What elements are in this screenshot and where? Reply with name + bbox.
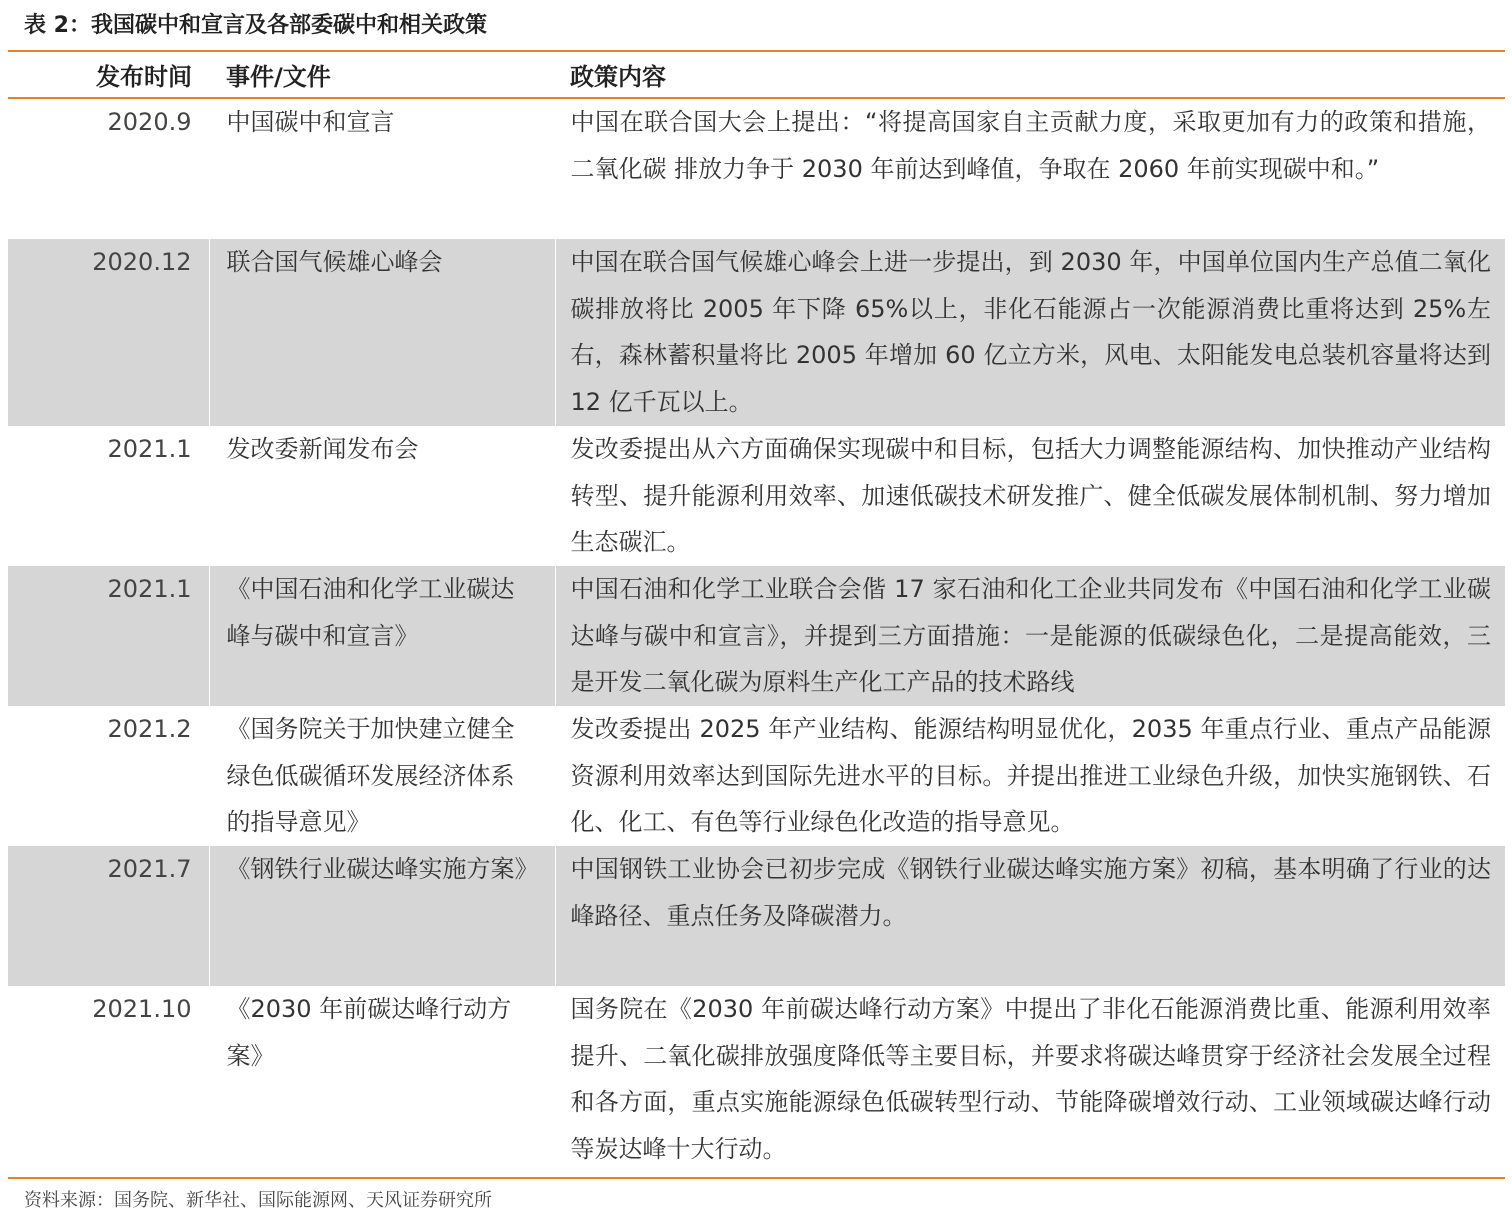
row-content: 中国在联合国气候雄心峰会上进一步提出，到 2030 年，中国单位国内生产总值二氧化碳排放将比 2005 年下降 65%以上，非化石能源占一次能源消费比重将达到 25%左右，森林蓄积量将比 2005 年增加 60 亿立方米，风电、太阳能发电总装机容量将达到 12 亿千瓦以上。: [555, 239, 1505, 426]
row-content: 中国钢铁工业协会已初步完成《钢铁行业碳达峰实施方案》初稿，基本明确了行业的达峰路径、重点任务及降碳潜力。: [555, 846, 1505, 986]
table-header-row: [8, 52, 1505, 98]
row-content: 中国石油和化学工业联合会偕 17 家石油和化工企业共同发布《中国石油和化学工业碳达峰与碳中和宣言》，并提到三方面措施：一是能源的低碳绿色化，二是提高能效，三是开发二氧化碳为原料生产化工产品的技术路线: [555, 566, 1505, 706]
table-row: [8, 239, 1505, 426]
row-date: 2020.12: [8, 239, 209, 426]
row-event: 《中国石油和化学工业碳达峰与碳中和宣言》: [209, 566, 555, 706]
row-event: 《国务院关于加快建立健全绿色低碳循环发展经济体系的指导意见》: [209, 706, 555, 846]
table-row: [8, 426, 1505, 566]
row-date: 2021.1: [8, 566, 209, 706]
bottom-rule: [8, 1177, 1505, 1179]
row-date: 2021.2: [8, 706, 209, 846]
table-row: [8, 566, 1505, 706]
table-row: [8, 846, 1505, 986]
table-row: [8, 706, 1505, 846]
table-row: [8, 986, 1505, 1173]
row-date: 2021.10: [8, 986, 209, 1173]
row-content: 发改委提出 2025 年产业结构、能源结构明显优化，2035 年重点行业、重点产品能源资源利用效率达到国际先进水平的目标。并提出推进工业绿色升级，加快实施钢铁、石化、化工、有色等行业绿色化改造的指导意见。: [570, 715, 1491, 836]
policy-table: [8, 52, 1505, 1173]
column-header-date: 发布时间: [8, 52, 209, 98]
row-event: 《2030 年前碳达峰行动方案》: [209, 986, 555, 1173]
row-date: 2021.1: [8, 426, 209, 566]
column-header-event: 事件/文件: [209, 52, 555, 98]
row-date: 2020.9: [8, 98, 209, 239]
row-content: 中国在联合国大会上提出：“将提高国家自主贡献力度，采取更加有力的政策和措施，二氧化碳 排放力争于 2030 年前达到峰值，争取在 2060 年前实现碳中和。”: [570, 108, 1491, 183]
row-event: 发改委新闻发布会: [209, 426, 555, 566]
column-header-content: 政策内容: [555, 52, 1505, 98]
table-row: [8, 98, 1505, 239]
source-note: 资料来源：国务院、新华社、国际能源网、天风证券研究所: [24, 1190, 492, 1211]
row-content: 国务院在《2030 年前碳达峰行动方案》中提出了非化石能源消费比重、能源利用效率提升、二氧化碳排放强度降低等主要目标，并要求将碳达峰贯穿于经济社会发展全过程和各方面，重点实施能源绿色低碳转型行动、节能降碳增效行动、工业领域碳达峰行动等炭达峰十大行动。: [570, 995, 1491, 1163]
row-content: 发改委提出从六方面确保实现碳中和目标，包括大力调整能源结构、加快推动产业结构转型、提升能源利用效率、加速低碳技术研发推广、健全低碳发展体制机制、努力增加生态碳汇。: [570, 435, 1491, 556]
row-event: 中国碳中和宣言: [209, 98, 555, 239]
row-date: 2021.7: [8, 846, 209, 986]
row-event: 《钢铁行业碳达峰实施方案》: [209, 846, 555, 986]
table-title: 表 2：我国碳中和宣言及各部委碳中和相关政策: [24, 13, 487, 38]
row-event: 联合国气候雄心峰会: [209, 239, 555, 426]
